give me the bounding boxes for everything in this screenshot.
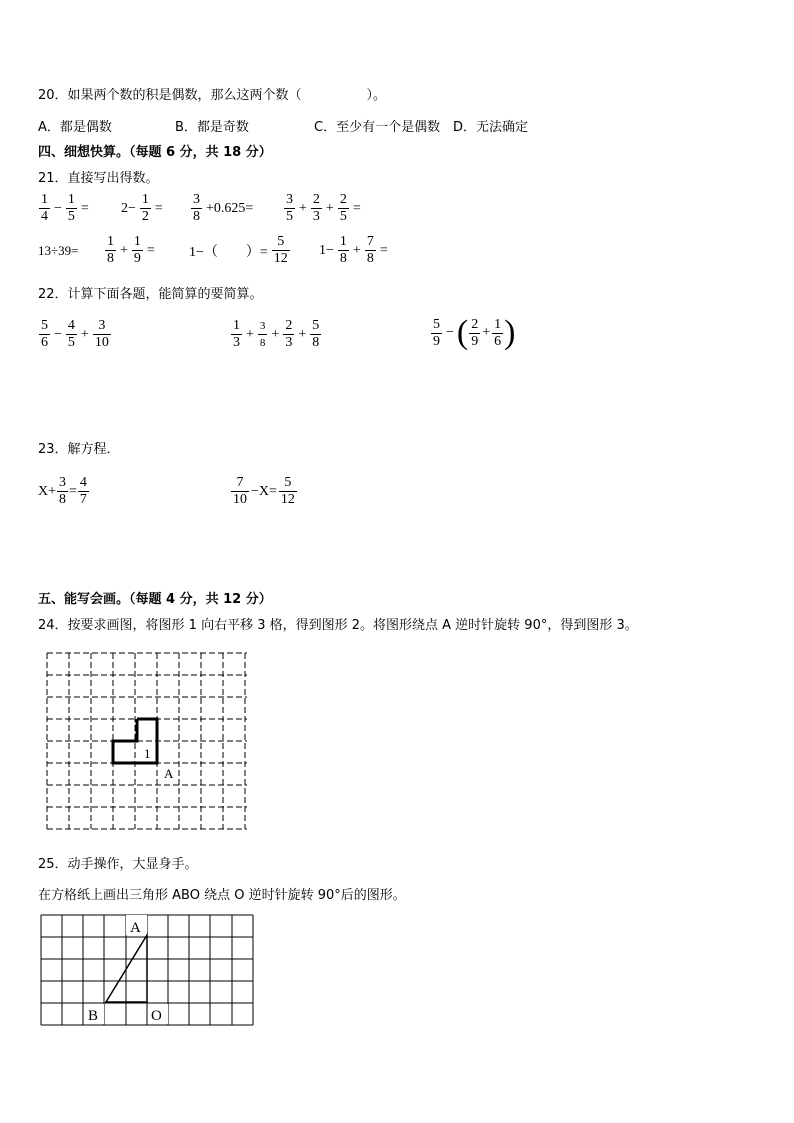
q24-dashed-grid: [44, 650, 254, 835]
q21-expr-6: $\frac{1}{8}$ + $\frac{1}{9}$ =: [107, 234, 155, 266]
section-5-title: 五、能写会画。（每题 4 分，共 12 分）: [38, 592, 272, 607]
section-4-title: 四、细想快算。（每题 6 分，共 18 分）: [38, 145, 272, 160]
triangle-vertex-a-label: A: [130, 920, 141, 936]
q22-calc-1: $\frac{5}{6}$ − $\frac{4}{5}$ + $\frac{3}{10}$: [41, 318, 109, 350]
q21-expr-2: 2− $\frac{1}{2}$ =: [121, 192, 163, 224]
q21-stem: 21．直接写出得数。: [38, 171, 159, 186]
q21-expr-3: $\frac{3}{8}$ +0.625=: [193, 192, 254, 224]
figure-1-shape: [137, 719, 157, 741]
q25-square-grid: [40, 914, 256, 1028]
q20-option-a: A．都是偶数: [38, 120, 112, 135]
q22-calc-2: $\frac{1}{3}$ + $\frac{3}{8}$ + $\frac{2}{3}$ + $\frac{5}{8}$: [233, 318, 320, 350]
q21-expr-4: $\frac{3}{5}$ + $\frac{2}{3}$ + $\frac{2}{5}$ =: [286, 192, 361, 224]
q23-equation-2: $\frac{7}{10}$ −X= $\frac{5}{12}$: [233, 475, 295, 507]
q20-option-c: C．至少有一个是偶数: [314, 120, 441, 135]
q24-stem: 24．按要求画图，将图形 1 向右平移 3 格，得到图形 2。将图形绕点 A 逆时针旋转 90°，得到图形 3。: [38, 618, 638, 633]
q25-instruction: 在方格纸上画出三角形 ABO 绕点 O 逆时针旋转 90°后的图形。: [38, 888, 406, 903]
q21-expr-1: $\frac{1}{4}$ − $\frac{1}{5}$ =: [41, 192, 89, 224]
q21-expr-5: 13÷39=: [38, 243, 79, 258]
q22-stem: 22．计算下面各题，能简算的要简算。: [38, 287, 263, 302]
triangle-vertex-o-label: O: [151, 1008, 162, 1024]
q20-stem: 20．如果两个数的积是偶数，那么这两个数（ ）。: [38, 88, 387, 103]
q25-stem: 25．动手操作，大显身手。: [38, 857, 198, 872]
q21-expr-8: 1− $\frac{1}{8}$ + $\frac{7}{8}$ =: [319, 234, 388, 266]
q22-calc-3: $\frac{5}{9}$ −( $\frac{2}{9}$ + $\frac{1}{6}$ ): [433, 314, 516, 351]
q20-option-d: D．无法确定: [453, 120, 529, 135]
figure-1-label: 1: [144, 746, 151, 761]
triangle-vertex-b-label: B: [88, 1008, 99, 1024]
point-a-label: A: [164, 766, 174, 781]
q23-stem: 23．解方程．: [38, 442, 120, 457]
q23-equation-1: X+ $\frac{3}{8}$ = $\frac{4}{7}$: [38, 475, 87, 507]
q21-expr-7: 1−（ ）= $\frac{5}{12}$: [189, 234, 288, 266]
q20-option-b: B．都是奇数: [175, 120, 249, 135]
